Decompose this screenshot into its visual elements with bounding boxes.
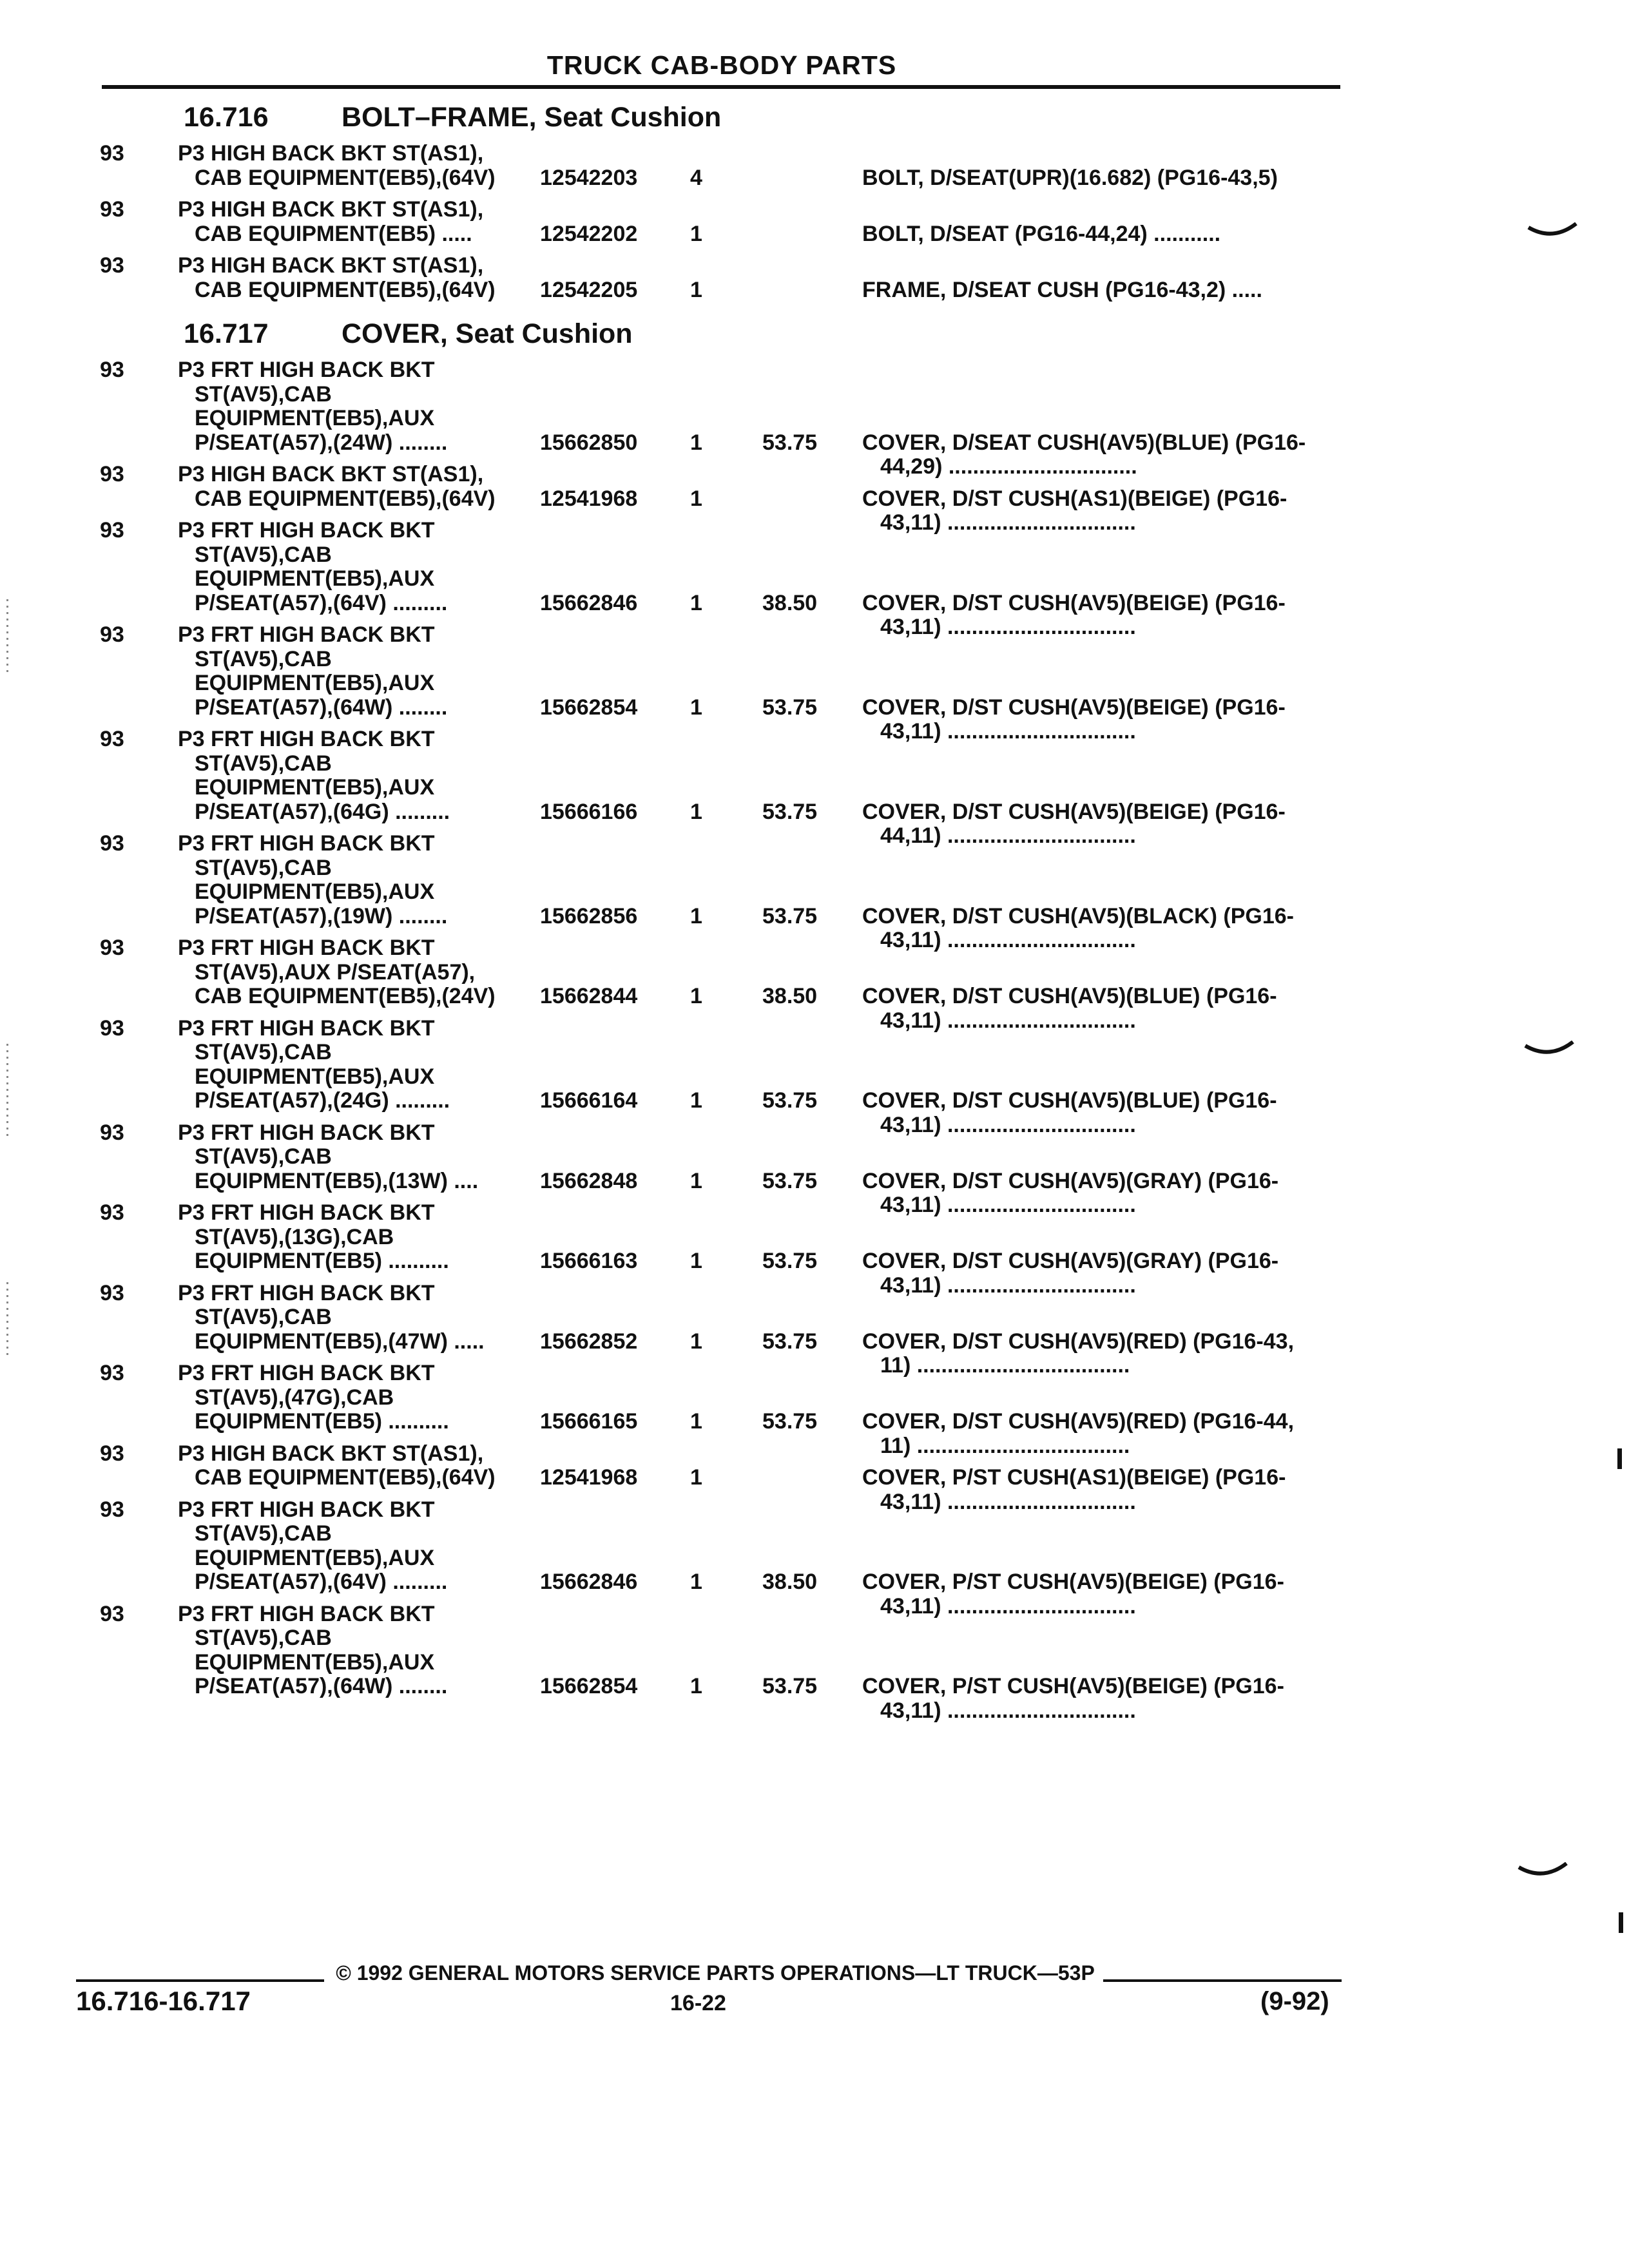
price: 53.75 [762,1409,818,1434]
parts-entry [0,1120,1629,1217]
quantity: 1 [690,903,702,928]
part-name-line: COVER, D/ST CUSH(AV5)(BLUE) (PG16- [862,984,1277,1008]
description-line: P/SEAT(A57),(64W) ........ [195,1674,448,1698]
part-name-line: COVER, D/ST CUSH(AV5)(GRAY) (PG16- [862,1168,1279,1193]
description-line: ST(AV5),CAB [195,646,332,671]
quantity: 1 [690,221,702,246]
model-year: 93 [100,1015,124,1041]
parts-entry [0,936,1629,1033]
description-line: P/SEAT(A57),(64V) ......... [195,590,448,615]
model-year: 93 [100,831,124,856]
scan-edge-dots [6,1044,8,1140]
part-name-line: COVER, D/ST CUSH(AV5)(GRAY) (PG16- [862,1249,1279,1273]
description-line: EQUIPMENT(EB5),AUX [195,1545,435,1570]
description-line: ST(AV5),CAB [195,381,332,407]
quantity: 1 [690,1168,702,1193]
part-number: 15662852 [540,1329,638,1354]
application-description [178,1282,485,1354]
application-description [178,198,483,246]
application-description [178,727,450,824]
application-description [178,1498,447,1595]
quantity: 1 [690,984,702,1008]
part-name-line: 43,11) ............................... [880,1698,1136,1723]
description-line: P/SEAT(A57),(64V) ......... [195,1570,448,1594]
description-line: CAB EQUIPMENT(EB5),(64V) [195,277,496,302]
description-line: P/SEAT(A57),(64G) ......... [195,799,450,824]
description-line: P3 FRT HIGH BACK BKT [178,727,435,751]
quantity: 1 [690,1570,702,1594]
parts-entry [0,622,1629,744]
section-title: COVER, Seat Cushion [342,318,633,349]
footer-copyright: © 1992 GENERAL MOTORS SERVICE PARTS OPERATIONS—LT TRUCK—53P [336,1961,1095,1984]
quantity: 1 [690,1329,702,1354]
quantity: 1 [690,1409,702,1434]
application-description [178,936,496,1009]
price: 53.75 [762,1249,818,1273]
part-name-line: COVER, D/SEAT CUSH(AV5)(BLUE) (PG16- [862,430,1306,455]
application-description [178,832,447,928]
price: 53.75 [762,1168,818,1193]
description-line: ST(AV5),CAB [195,542,332,567]
part-name-line: BOLT, D/SEAT(UPR)(16.682) (PG16-43,5) [862,165,1278,190]
margin-bar-mark [1617,1448,1622,1469]
part-name-line: 43,11) ............................... [880,510,1136,535]
part-name-line: 43,11) ............................... [880,1489,1136,1514]
parts-entry [0,1015,1629,1137]
part-name-line: FRAME, D/SEAT CUSH (PG16-43,2) ..... [862,277,1262,302]
description-line: EQUIPMENT(EB5),(13W) .... [195,1168,479,1193]
part-number: 15662854 [540,1674,638,1698]
part-name-line: 43,11) ............................... [880,1112,1136,1137]
margin-tick-mark [1527,222,1579,248]
part-name-line: 43,11) ............................... [880,1273,1136,1298]
description-line: EQUIPMENT(EB5),AUX [195,1649,435,1675]
model-year: 93 [100,518,124,543]
description-line: P3 FRT HIGH BACK BKT [178,936,435,960]
footer-page-number: 16-22 [670,1991,726,2015]
price: 53.75 [762,1329,818,1354]
parts-entry [0,727,1629,848]
description-line: EQUIPMENT(EB5),(47W) ..... [195,1329,485,1354]
price: 53.75 [762,695,818,720]
part-number: 15662846 [540,590,638,615]
price: 38.50 [762,984,818,1008]
part-number: 12542203 [540,165,638,190]
part-number: 12542205 [540,277,638,302]
part-name-description [862,1675,1352,1723]
part-name-line: COVER, P/ST CUSH(AV5)(BEIGE) (PG16- [862,1674,1284,1698]
application-description [178,1361,449,1434]
header-rule [102,85,1340,89]
description-line: EQUIPMENT(EB5),AUX [195,1064,435,1089]
part-name-line: COVER, D/ST CUSH(AV5)(BEIGE) (PG16- [862,590,1286,615]
description-line: P/SEAT(A57),(64W) ........ [195,695,448,720]
margin-tick-mark [1524,1041,1576,1066]
description-line: P3 FRT HIGH BACK BKT [178,831,435,856]
parts-entry [0,518,1629,639]
part-number: 15666164 [540,1088,638,1113]
parts-entry [0,142,1629,198]
description-line: P3 FRT HIGH BACK BKT [178,1497,435,1522]
description-line: P3 FRT HIGH BACK BKT [178,1015,435,1041]
description-line: P3 FRT HIGH BACK BKT [178,358,435,382]
quantity: 1 [690,1674,702,1698]
part-name-line: COVER, D/ST CUSH(AV5)(RED) (PG16-44, [862,1409,1295,1434]
model-year: 93 [100,358,124,382]
section-number: 16.716 [184,102,269,133]
description-line: P/SEAT(A57),(19W) ........ [195,903,448,928]
description-line: CAB EQUIPMENT(EB5),(64V) [195,165,496,190]
description-line: P3 HIGH BACK BKT ST(AS1), [178,1441,484,1466]
price: 53.75 [762,430,818,455]
model-year: 93 [100,1120,124,1145]
description-line: P3 FRT HIGH BACK BKT [178,518,435,543]
description-line: EQUIPMENT(EB5),AUX [195,879,435,904]
part-name-line: BOLT, D/SEAT (PG16-44,24) ........... [862,221,1221,246]
part-number: 15666165 [540,1409,638,1434]
part-name-line: 43,11) ............................... [880,1193,1136,1217]
part-number: 15662844 [540,984,638,1008]
quantity: 1 [690,1465,702,1490]
part-name-line: COVER, D/ST CUSH(AV5)(BEIGE) (PG16- [862,799,1286,824]
description-line: ST(AV5),AUX P/SEAT(A57), [195,959,476,985]
application-description [178,1602,447,1699]
description-line: P3 FRT HIGH BACK BKT [178,1601,435,1626]
model-year: 93 [100,622,124,647]
part-name-line: 43,11) ............................... [880,719,1136,744]
part-number: 15662856 [540,903,638,928]
part-number: 15666166 [540,799,638,824]
price: 53.75 [762,799,818,824]
application-description [178,1442,496,1490]
description-line: P3 FRT HIGH BACK BKT [178,1120,435,1145]
model-year: 93 [100,253,124,278]
part-name-line: 43,11) ............................... [880,1008,1136,1033]
part-number: 15662846 [540,1570,638,1594]
margin-tick-mark [1518,1862,1569,1888]
application-description [178,254,496,302]
quantity: 1 [690,590,702,615]
part-number: 15662850 [540,430,638,455]
part-name-line: COVER, D/ST CUSH(AV5)(RED) (PG16-43, [862,1329,1295,1354]
part-name-description [862,166,1352,191]
description-line: CAB EQUIPMENT(EB5) ..... [195,221,472,246]
price: 53.75 [762,1088,818,1113]
description-line: P3 HIGH BACK BKT ST(AS1), [178,253,484,278]
part-name-line: COVER, D/ST CUSH(AS1)(BEIGE) (PG16- [862,486,1287,511]
description-line: ST(AV5),CAB [195,751,332,776]
part-name-line: COVER, D/ST CUSH(AV5)(BEIGE) (PG16- [862,695,1286,720]
description-line: ST(AV5),(13G),CAB [195,1224,394,1249]
description-line: ST(AV5),CAB [195,1521,332,1546]
part-number: 15662848 [540,1168,638,1193]
model-year: 93 [100,936,124,960]
footer-rule-left [76,1979,324,1982]
part-name-line: 11) ................................... [880,1433,1130,1458]
part-name-line: 44,29) ............................... [880,454,1137,479]
scan-edge-dots [6,1282,8,1360]
part-number: 12541968 [540,486,638,511]
description-line: CAB EQUIPMENT(EB5),(64V) [195,486,496,511]
price: 38.50 [762,590,818,615]
part-name-line: 43,11) ............................... [880,928,1136,952]
application-description [178,463,496,511]
parts-entry [0,831,1629,952]
application-description [178,1201,449,1274]
description-line: EQUIPMENT(EB5),AUX [195,406,435,430]
quantity: 1 [690,277,702,302]
parts-entry [0,198,1629,254]
parts-entry [0,1601,1629,1723]
quantity: 1 [690,695,702,720]
price: 53.75 [762,1674,818,1698]
part-name-line: COVER, P/ST CUSH(AS1)(BEIGE) (PG16- [862,1465,1286,1490]
description-line: P/SEAT(A57),(24G) ......... [195,1088,450,1113]
description-line: P3 FRT HIGH BACK BKT [178,1361,435,1385]
model-year: 93 [100,462,124,486]
description-line: ST(AV5),CAB [195,1040,332,1064]
model-year: 93 [100,1441,124,1466]
application-description [178,358,447,455]
description-line: ST(AV5),(47G),CAB [195,1385,394,1410]
quantity: 1 [690,486,702,511]
description-line: EQUIPMENT(EB5),AUX [195,775,435,800]
application-description [178,1121,478,1194]
parts-entry [0,1200,1629,1298]
description-line: CAB EQUIPMENT(EB5),(24V) [195,984,496,1008]
section-header [0,310,1629,358]
description-line: EQUIPMENT(EB5) .......... [195,1409,449,1434]
description-line: P3 HIGH BACK BKT ST(AS1), [178,197,484,222]
application-description [178,519,447,615]
part-name-line: 44,11) ............................... [880,823,1136,848]
quantity: 1 [690,799,702,824]
description-line: ST(AV5),CAB [195,1626,332,1650]
quantity: 1 [690,430,702,455]
quantity: 1 [690,1249,702,1273]
description-line: ST(AV5),CAB [195,855,332,880]
description-line: ST(AV5),CAB [195,1305,332,1329]
part-number: 12541968 [540,1465,638,1490]
footer-date-code: (9-92) [1260,1987,1329,2015]
application-description [178,142,496,190]
price: 53.75 [762,903,818,928]
model-year: 93 [100,1200,124,1225]
description-line: EQUIPMENT(EB5),AUX [195,671,435,695]
part-name-line: COVER, D/ST CUSH(AV5)(BLACK) (PG16- [862,903,1294,928]
quantity: 4 [690,165,702,190]
model-year: 93 [100,197,124,222]
description-line: P3 HIGH BACK BKT ST(AS1), [178,141,484,166]
description-line: P3 FRT HIGH BACK BKT [178,1280,435,1305]
quantity: 1 [690,1088,702,1113]
part-number: 12542202 [540,221,638,246]
part-name-description [862,222,1352,247]
part-name-line: 43,11) ............................... [880,615,1136,639]
model-year: 93 [100,1280,124,1305]
margin-bar-mark [1619,1912,1623,1933]
section-header [0,93,1629,142]
parts-entry [0,254,1629,310]
section-number: 16.717 [184,318,269,349]
model-year: 93 [100,727,124,751]
parts-entry [0,1497,1629,1619]
description-line: EQUIPMENT(EB5),AUX [195,566,435,591]
description-line: P3 FRT HIGH BACK BKT [178,622,435,647]
model-year: 93 [100,1601,124,1626]
application-description [178,1017,450,1113]
description-line: P3 HIGH BACK BKT ST(AS1), [178,462,484,486]
price: 38.50 [762,1570,818,1594]
part-name-line: 43,11) ............................... [880,1593,1136,1619]
description-line: P3 FRT HIGH BACK BKT [178,1200,435,1225]
scan-edge-dots [6,599,8,677]
part-name-line: COVER, D/ST CUSH(AV5)(BLUE) (PG16- [862,1088,1277,1113]
page-title: TRUCK CAB-BODY PARTS [546,50,897,80]
application-description [178,623,447,720]
description-line: ST(AV5),CAB [195,1144,332,1169]
part-name-line: 11) ................................... [880,1353,1130,1378]
part-number: 15666163 [540,1249,638,1273]
model-year: 93 [100,1497,124,1522]
section-title: BOLT–FRAME, Seat Cushion [342,102,722,133]
description-line: CAB EQUIPMENT(EB5),(64V) [195,1465,496,1490]
part-number: 15662854 [540,695,638,720]
part-name-line: COVER, P/ST CUSH(AV5)(BEIGE) (PG16- [862,1570,1284,1594]
model-year: 93 [100,1361,124,1385]
description-line: EQUIPMENT(EB5) .......... [195,1249,449,1273]
description-line: P/SEAT(A57),(24W) ........ [195,430,448,455]
parts-listing [0,93,1629,1723]
footer-rule-right [1103,1979,1342,1982]
part-name-description [862,278,1352,303]
parts-entry [0,1280,1629,1378]
footer-section-range: 16.716-16.717 [76,1986,251,2016]
model-year: 93 [100,141,124,166]
